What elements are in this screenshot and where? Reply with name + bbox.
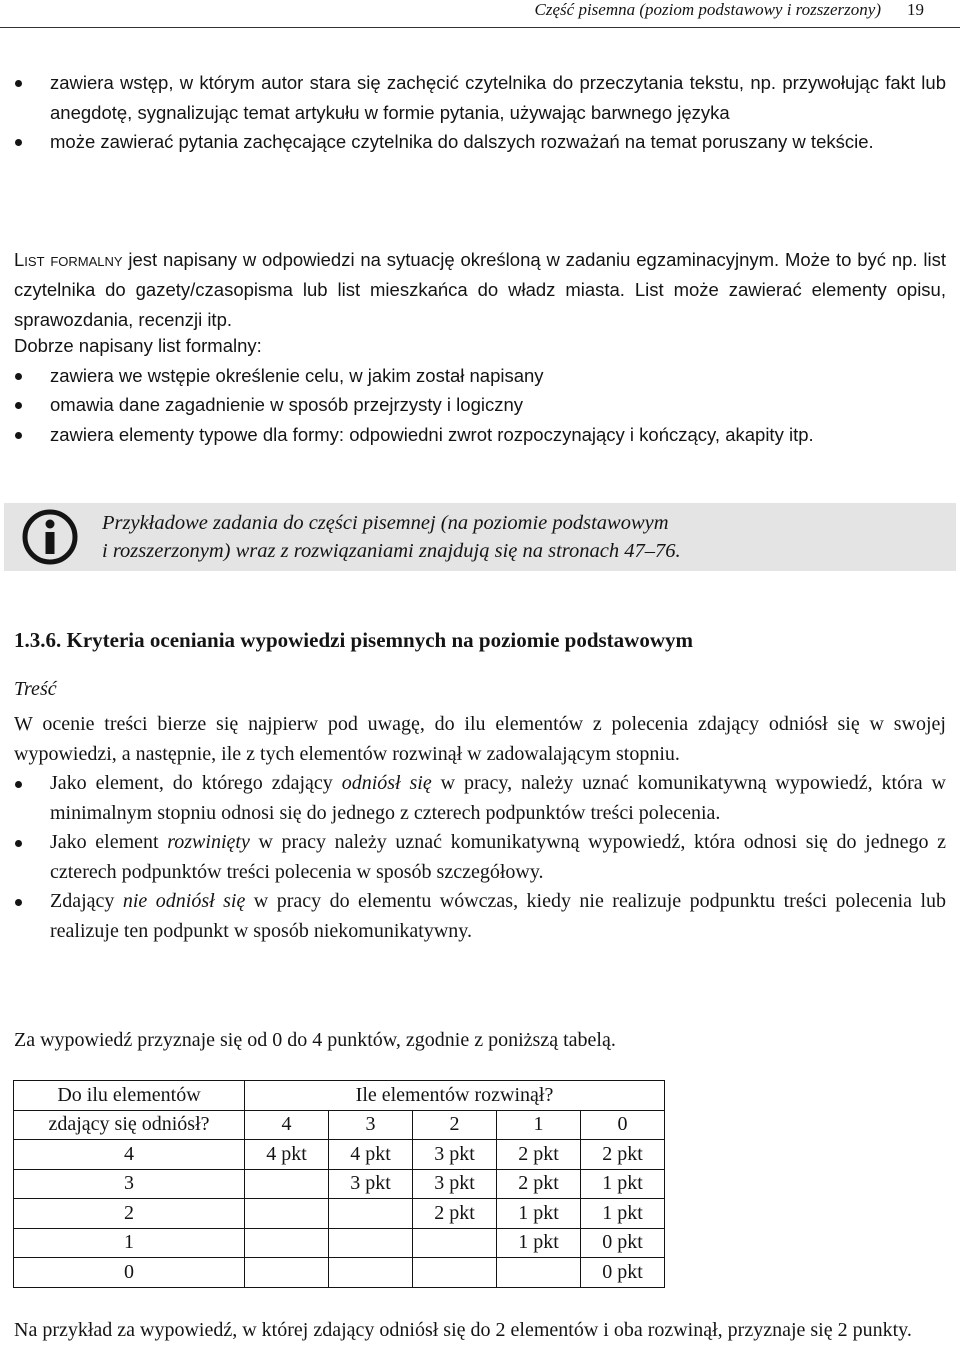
col-label: 0 — [581, 1110, 665, 1140]
list-item: Zdający nie odniósł się w pracy do elementu wówczas, kiedy nie realizuje podpunktu treści polecenia lub realizuje ten podpunkt w sposób niekomunikatywny. — [14, 887, 946, 946]
col-label: 3 — [329, 1110, 413, 1140]
row-header-line2: zdający się odniósł? — [14, 1110, 245, 1140]
table-cell: 0 pkt — [581, 1258, 665, 1288]
table-cell — [245, 1169, 329, 1199]
row-label: 2 — [14, 1199, 245, 1229]
col-header: Ile elementów rozwinął? — [245, 1081, 665, 1111]
scoring-table — [13, 1080, 665, 1288]
formal-letter-lead-block — [14, 331, 946, 449]
table-cell: 1 pkt — [581, 1169, 665, 1199]
page-number: 19 — [907, 0, 924, 19]
row-label: 1 — [14, 1228, 245, 1258]
emphasis: nie odniósł się — [122, 890, 246, 912]
table-row — [14, 1199, 665, 1229]
table-cell: 4 pkt — [329, 1140, 413, 1170]
row-label: 4 — [14, 1140, 245, 1170]
header-title: Część pisemna (poziom podstawowy i rozszerzony) — [534, 0, 881, 19]
table-cell — [245, 1199, 329, 1229]
criteria-list — [14, 769, 946, 946]
list-item: Jako element rozwinięty w pracy należy uznać komunikatywną wypowiedź, która odnosi się do jednego z czterech podpunktów treści polecenia w sposób szczegółowy. — [14, 828, 946, 887]
table-cell — [245, 1228, 329, 1258]
content-criteria — [14, 710, 946, 946]
table-cell: 2 pkt — [581, 1140, 665, 1170]
table-cell — [497, 1258, 581, 1288]
section-heading: 1.3.6. Kryteria oceniania wypowiedzi pisemnych na poziomie podstawowym — [14, 628, 693, 652]
table-row — [14, 1140, 665, 1170]
table-cell: 3 pkt — [413, 1169, 497, 1199]
table-cell — [413, 1258, 497, 1288]
table-cell: 1 pkt — [497, 1199, 581, 1229]
table-cell: 0 pkt — [581, 1228, 665, 1258]
emphasis: rozwinięty — [167, 831, 250, 853]
table-cell: 3 pkt — [329, 1169, 413, 1199]
table-cell: 2 pkt — [497, 1169, 581, 1199]
col-label: 4 — [245, 1110, 329, 1140]
table-cell — [329, 1258, 413, 1288]
table-row — [14, 1228, 665, 1258]
formal-letter-text: jest napisany w odpowiedzi na sytuację określoną w zadaniu egzaminacyjnym. Może to być np. list czytelnika do gazety/czasopisma lub list mieszkańca do władz miasta. List może zawierać elementy opisu, sprawozdania, recenzji itp. — [14, 249, 946, 330]
info-box — [4, 503, 956, 571]
section-subheading: Treść — [14, 678, 57, 700]
formal-letter-section — [14, 245, 946, 335]
list-item: omawia dane zagadnienie w sposób przejrzysty i logiczny — [14, 390, 946, 420]
info-text — [102, 509, 681, 565]
table-row — [14, 1169, 665, 1199]
formal-letter-term: List formalny — [14, 249, 123, 270]
row-label: 0 — [14, 1258, 245, 1288]
table-cell: 4 pkt — [245, 1140, 329, 1170]
page-header — [535, 0, 924, 24]
table-cell: 2 pkt — [413, 1199, 497, 1229]
col-label: 1 — [497, 1110, 581, 1140]
formal-letter-paragraph — [14, 245, 946, 335]
info-line-1: Przykładowe zadania do części pisemnej (na poziomie podstawowym — [102, 512, 669, 534]
list-item: Jako element, do którego zdający odniósł się w pracy, należy uznać komunikatywną wypowiedź, która w minimalnym stopniu odnosi się do jednego z czterech podpunktów treści polecenia. — [14, 769, 946, 828]
header-rule — [0, 27, 960, 28]
table-cell: 3 pkt — [413, 1140, 497, 1170]
intro-section — [14, 68, 946, 157]
list-item: zawiera wstęp, w którym autor stara się zachęcić czytelnika do przeczytania tekstu, np. przywołując fakt lub anegdotę, sygnalizując temat artykułu w formie pytania, używając barwnego języka — [14, 68, 946, 127]
example-paragraph: Na przykład za wypowiedź, w której zdający odniósł się do 2 elementów i oba rozwinął, przyznaje się 2 punkty. — [14, 1319, 912, 1341]
table-cell: 2 pkt — [497, 1140, 581, 1170]
list-item: zawiera we wstępie określenie celu, w jakim został napisany — [14, 361, 946, 391]
table-cell: 1 pkt — [581, 1199, 665, 1229]
formal-letter-lead: Dobrze napisany list formalny: — [14, 335, 262, 356]
row-header-line1: Do ilu elementów — [14, 1081, 245, 1111]
table-cell — [329, 1199, 413, 1229]
intro-list — [14, 68, 946, 157]
points-note: Za wypowiedź przyznaje się od 0 do 4 punktów, zgodnie z poniższą tabelą. — [14, 1029, 616, 1051]
table-cell — [245, 1258, 329, 1288]
col-label: 2 — [413, 1110, 497, 1140]
row-label: 3 — [14, 1169, 245, 1199]
formal-letter-list — [14, 361, 946, 450]
table-row — [14, 1258, 665, 1288]
table-cell — [413, 1228, 497, 1258]
info-line-2: i rozszerzonym) wraz z rozwiązaniami znajdują się na stronach 47–76. — [102, 540, 681, 562]
table-cell: 1 pkt — [497, 1228, 581, 1258]
list-item: zawiera elementy typowe dla formy: odpowiedni zwrot rozpoczynający i kończący, akapity itp. — [14, 420, 946, 450]
info-icon — [22, 509, 78, 565]
emphasis: odniósł się — [341, 772, 432, 794]
list-item: może zawierać pytania zachęcające czytelnika do dalszych rozważań na temat poruszany w tekście. — [14, 127, 946, 157]
table-cell — [329, 1228, 413, 1258]
criteria-paragraph: W ocenie treści bierze się najpierw pod uwagę, do ilu elementów z polecenia zdający odniósł się w swojej wypowiedzi, a następnie, ile z tych elementów rozwinął w zadowalającym stopniu. — [14, 713, 946, 765]
